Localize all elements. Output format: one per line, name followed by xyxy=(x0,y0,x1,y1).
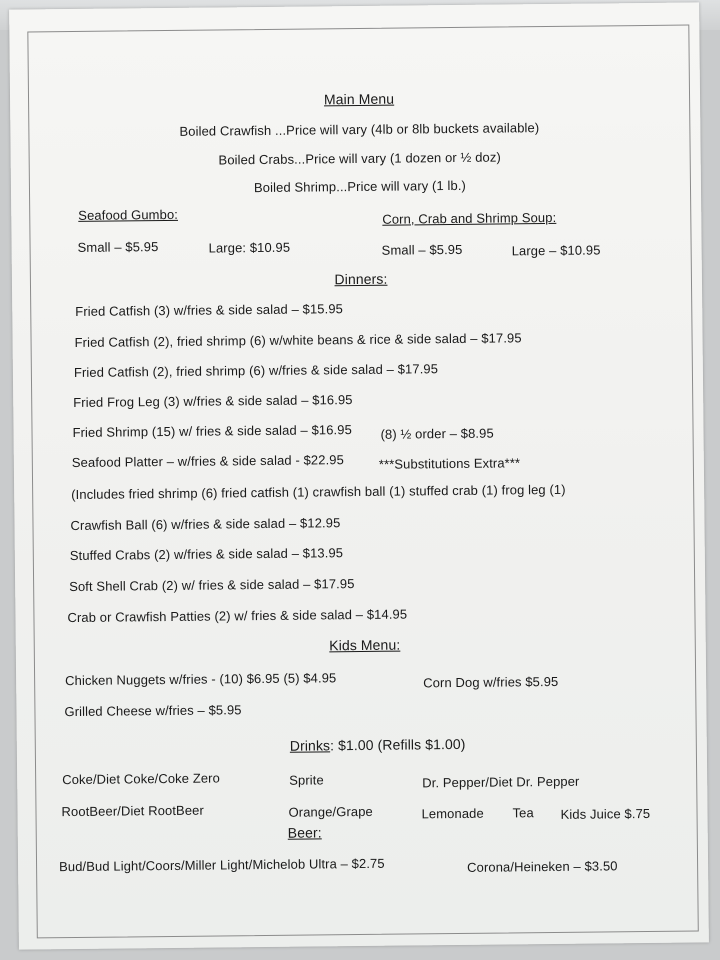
soup-small: Small – $5.95 xyxy=(381,241,463,258)
boiled-crabs: Boiled Crabs...Price will vary (1 dozen or ½ doz) xyxy=(218,149,501,168)
drink-item: Kids Juice $.75 xyxy=(560,805,651,822)
dinner-item: Fried Shrimp (15) w/ fries & side salad – $16.95 xyxy=(72,422,352,440)
dinner-item-note: (Includes fried shrimp (6) fried catfish (1) crawfish ball (1) stuffed crab (1) frog leg (1) xyxy=(71,481,566,503)
dinner-item: Crawfish Ball (6) w/fries & side salad – $12.95 xyxy=(70,515,341,534)
kids-grilled-cheese: Grilled Cheese w/fries – $5.95 xyxy=(64,702,242,720)
dinner-item: Stuffed Crabs (2) w/fries & side salad – $13.95 xyxy=(69,545,344,564)
boiled-crawfish: Boiled Crawfish ...Price will vary (4lb or 8lb buckets available) xyxy=(179,120,540,139)
seafood-gumbo-title: Seafood Gumbo: xyxy=(78,206,179,223)
menu-page xyxy=(9,2,709,949)
dinner-item: Fried Catfish (2), fried shrimp (6) w/white beans & rice & side salad – $17.95 xyxy=(74,330,522,350)
dinner-item: Seafood Platter – w/fries & side salad - $22.95 xyxy=(71,452,344,471)
kids-menu-title: Kids Menu: xyxy=(329,636,401,654)
drink-item: Sprite xyxy=(289,772,324,788)
dinners-title: Dinners: xyxy=(334,270,388,288)
page-border xyxy=(27,25,698,939)
gumbo-small: Small – $5.95 xyxy=(77,239,159,255)
dinner-item: Fried Catfish (3) w/fries & side salad – $15.95 xyxy=(75,301,344,319)
substitutions-note: ***Substitutions Extra*** xyxy=(378,455,521,472)
drink-item: Orange/Grape xyxy=(288,803,373,820)
soup-title: Corn, Crab and Shrimp Soup: xyxy=(382,209,557,227)
drink-item: RootBeer/Diet RootBeer xyxy=(61,802,204,820)
soup-large: Large – $10.95 xyxy=(511,242,601,259)
boiled-shrimp: Boiled Shrimp...Price will vary (1 lb.) xyxy=(253,177,467,196)
gumbo-large: Large: $10.95 xyxy=(208,239,291,256)
half-order: (8) ½ order – $8.95 xyxy=(380,425,494,442)
kids-corndog: Corn Dog w/fries $5.95 xyxy=(423,673,559,691)
dinner-item: Crab or Crawfish Patties (2) w/ fries & side salad – $14.95 xyxy=(67,606,408,626)
dinner-item: Fried Frog Leg (3) w/fries & side salad – $16.95 xyxy=(73,392,353,410)
drink-item: Lemonade xyxy=(421,805,484,822)
drinks-price: : $1.00 (Refills $1.00) xyxy=(330,735,466,754)
beer-imports: Corona/Heineken – $3.50 xyxy=(467,858,618,875)
drinks-heading xyxy=(290,736,466,754)
dinner-item: Fried Catfish (2), fried shrimp (6) w/fries & side salad – $17.95 xyxy=(73,361,439,380)
drink-item: Tea xyxy=(512,805,534,821)
beer-title: Beer: xyxy=(287,824,322,841)
drinks-title: Drinks xyxy=(289,737,331,754)
drink-item: Dr. Pepper/Diet Dr. Pepper xyxy=(422,773,580,791)
beer-domestic: Bud/Bud Light/Coors/Miller Light/Michelob Ultra – $2.75 xyxy=(58,855,385,875)
dinner-item: Soft Shell Crab (2) w/ fries & side salad – $17.95 xyxy=(69,576,355,595)
main-menu-title: Main Menu xyxy=(323,90,395,108)
drink-item: Coke/Diet Coke/Coke Zero xyxy=(62,770,220,788)
kids-nuggets: Chicken Nuggets w/fries - (10) $6.95 (5) $4.95 xyxy=(65,670,337,689)
